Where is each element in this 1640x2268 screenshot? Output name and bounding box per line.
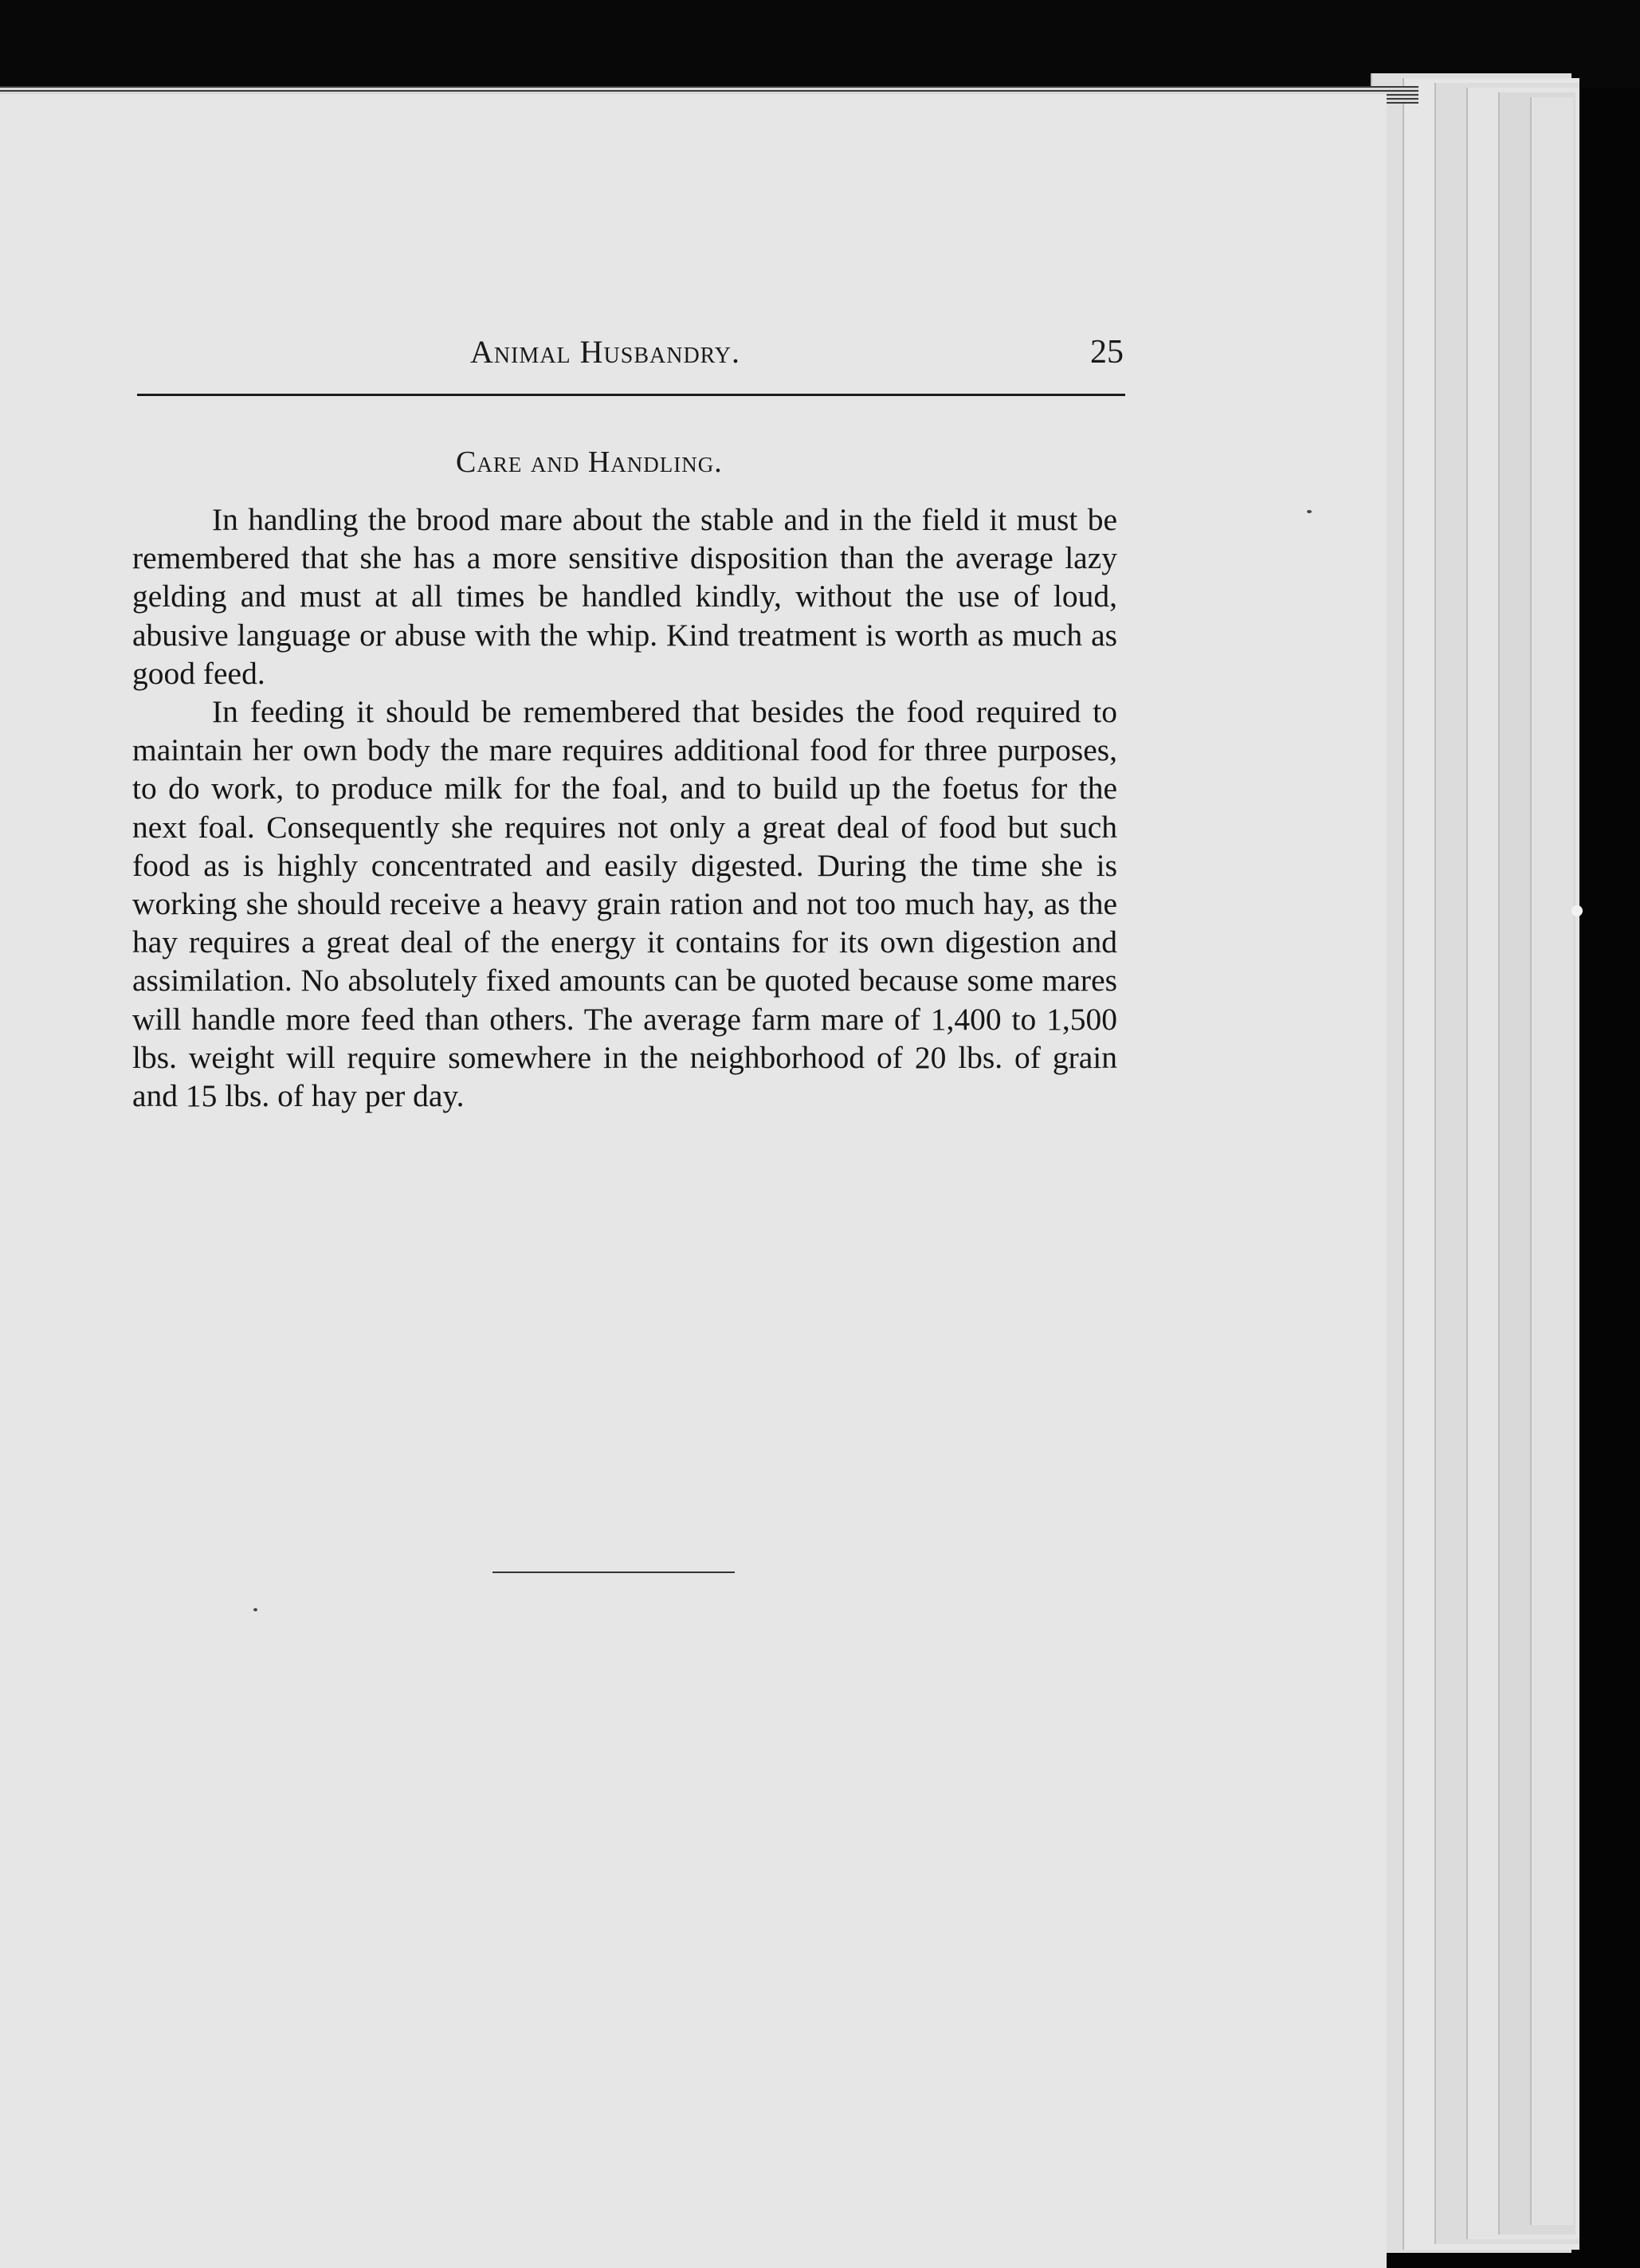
paragraph: In feeding it should be remembered that besides the food required to maintain her own body the mare requires additional food for three purposes, to do work, to produce milk for the foal, and to build up the foetus for the next foal. Consequently she requires not only a great deal of food but such food as is highly concentrated and easily digested. During the time she is working she should receive a heavy grain ration and not too much hay, as the hay requires a great deal of the energy it contains for its own digestion and assimilation. No absolutely fixed amounts can be quoted because some mares will handle more feed than others. The average farm mare of 1,400 to 1,500 lbs. weight will require somewhere in the neighborhood of 20 lbs. of grain and 15 lbs. of hay per day. xyxy=(132,694,1117,1114)
section-heading-text: Care and Handling. xyxy=(456,445,723,479)
page-number: 25 xyxy=(1090,334,1124,371)
scan-speck xyxy=(1571,905,1583,916)
body-text xyxy=(132,500,1117,1115)
end-rule xyxy=(492,1572,735,1573)
running-head-title: Animal Husbandry. xyxy=(470,334,741,370)
scan-speck xyxy=(253,1608,257,1611)
book-page xyxy=(0,94,1387,2268)
book-page-edge xyxy=(1530,97,1573,2225)
paragraph: In handling the brood mare about the stable and in the field it must be remembered that she has a more sensitive disposition than the average lazy gelding and must at all times be handled kindly, without the use of loud, abusive language or abuse with the whip. Kind treatment is worth as much as good feed. xyxy=(132,502,1117,691)
running-head xyxy=(0,333,1387,381)
scan-speck xyxy=(1307,510,1312,513)
header-rule xyxy=(137,394,1125,396)
